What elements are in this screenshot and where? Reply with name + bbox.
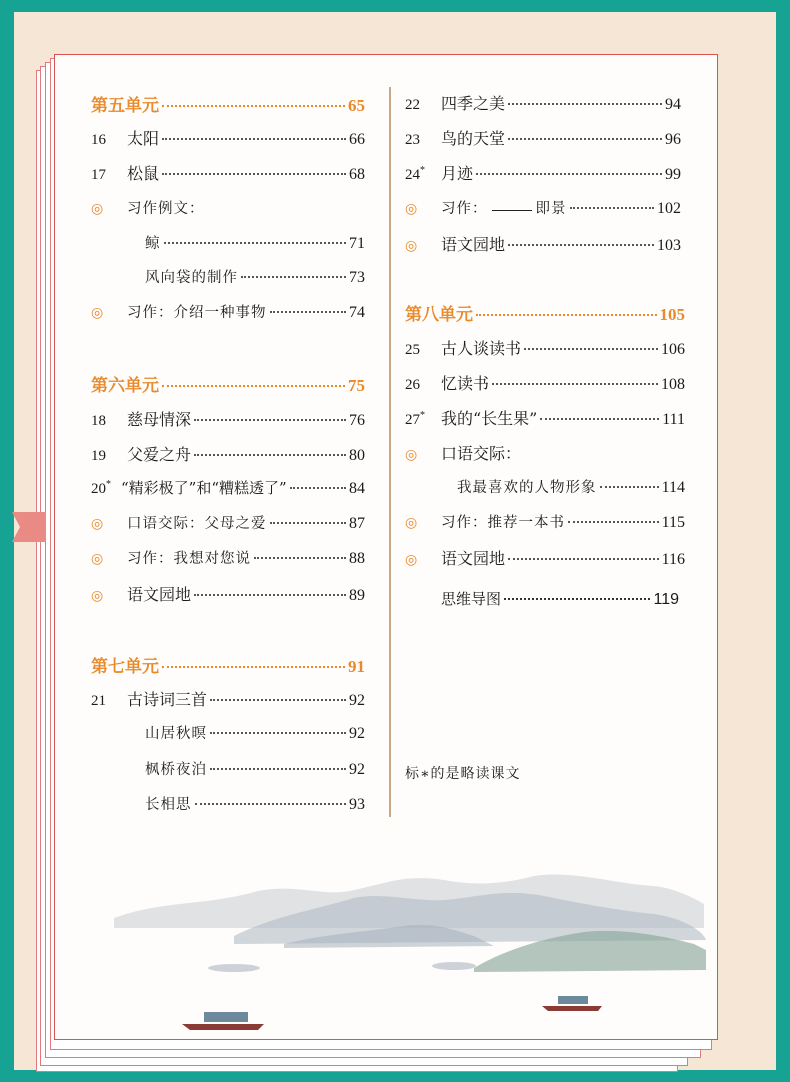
toc-section-xizuo-liwen[interactable] bbox=[91, 197, 365, 219]
item-title: 风向袋的制作 bbox=[145, 270, 238, 286]
section-title-suffix: 即景 bbox=[535, 201, 567, 217]
lesson-title: 鸟的天堂 bbox=[441, 129, 506, 148]
page-number: 73 bbox=[349, 269, 365, 286]
fill-in-blank bbox=[492, 210, 532, 211]
lesson-number-text: 27 bbox=[405, 412, 420, 428]
toc-lesson-22[interactable] bbox=[405, 91, 681, 113]
skim-reading-star: * bbox=[420, 165, 425, 176]
dot-leader bbox=[508, 558, 659, 560]
item-title: 鲸 bbox=[145, 236, 161, 252]
dot-leader bbox=[540, 418, 659, 420]
bullet-circle-icon: ◎ bbox=[405, 552, 418, 568]
unit-title: 第八单元 bbox=[405, 305, 473, 325]
bullet-circle-icon: ◎ bbox=[91, 516, 104, 532]
lesson-title: 忆读书 bbox=[441, 374, 490, 393]
page-number: 103 bbox=[657, 237, 681, 254]
dot-leader bbox=[270, 522, 347, 524]
toc-unit-5[interactable] bbox=[91, 91, 365, 116]
page-number: 76 bbox=[349, 412, 365, 429]
dot-leader bbox=[492, 383, 658, 385]
toc-section-xizuo-5[interactable] bbox=[91, 301, 365, 323]
page-number: 93 bbox=[349, 796, 365, 813]
toc-lesson-17[interactable] bbox=[91, 161, 365, 183]
page-number: 99 bbox=[665, 166, 681, 183]
dot-leader bbox=[162, 138, 346, 140]
toc-lesson-20[interactable] bbox=[91, 477, 365, 499]
lesson-number bbox=[405, 165, 441, 184]
lesson-number: 21 bbox=[91, 693, 106, 709]
dot-leader bbox=[254, 557, 346, 559]
toc-section-kouyu-8[interactable] bbox=[405, 441, 685, 463]
page-number: 74 bbox=[349, 304, 365, 321]
lesson-number bbox=[405, 410, 441, 429]
dot-leader bbox=[210, 732, 346, 734]
toc-lesson-16[interactable] bbox=[91, 126, 365, 148]
dot-leader bbox=[504, 598, 650, 600]
landscape-painting bbox=[54, 840, 718, 1040]
page-number: 96 bbox=[665, 131, 681, 148]
dot-leader bbox=[476, 173, 662, 175]
toc-poem-fengqiao[interactable] bbox=[145, 758, 365, 780]
section-title: 习作例文： bbox=[127, 201, 205, 217]
toc-poem-shanju[interactable] bbox=[145, 722, 365, 744]
boat-icon bbox=[542, 996, 602, 1011]
lesson-number: 17 bbox=[91, 167, 106, 183]
dot-leader bbox=[194, 594, 346, 596]
lesson-number: 22 bbox=[405, 97, 420, 113]
toc-lesson-27[interactable] bbox=[405, 406, 685, 428]
toc-item-fengxiangdai[interactable] bbox=[145, 266, 365, 288]
page-number: 68 bbox=[349, 166, 365, 183]
lesson-number bbox=[91, 479, 121, 498]
item-title: 我最喜欢的人物形象 bbox=[457, 480, 597, 496]
dot-leader bbox=[508, 138, 662, 140]
dot-leader bbox=[210, 699, 346, 701]
skim-reading-star: * bbox=[106, 479, 111, 490]
dot-leader bbox=[508, 103, 662, 105]
unit-title: 第六单元 bbox=[91, 376, 159, 396]
column-divider bbox=[389, 87, 391, 817]
bullet-circle-icon: ◎ bbox=[91, 588, 104, 604]
toc-section-yuwen-7[interactable] bbox=[405, 232, 681, 254]
toc-poem-changxiangsi[interactable] bbox=[145, 793, 365, 815]
toc-unit-7[interactable] bbox=[91, 652, 365, 677]
dot-leader bbox=[194, 454, 346, 456]
page-number: 102 bbox=[657, 200, 681, 217]
page-number: 88 bbox=[349, 550, 365, 567]
page-number: 75 bbox=[348, 376, 365, 395]
section-title: 习作：推荐一本书 bbox=[441, 515, 565, 531]
dot-leader bbox=[290, 487, 346, 489]
lesson-number-text: 20 bbox=[91, 481, 106, 497]
dot-leader bbox=[508, 244, 654, 246]
lesson-title: 月迹 bbox=[441, 164, 474, 183]
toc-lesson-24[interactable] bbox=[405, 161, 681, 183]
lesson-title: 古人谈读书 bbox=[441, 339, 522, 358]
section-title: 口语交际：父母之爱 bbox=[127, 516, 267, 532]
toc-unit-8[interactable] bbox=[405, 300, 685, 325]
dot-leader bbox=[194, 419, 346, 421]
dot-leader bbox=[210, 768, 346, 770]
dot-leader bbox=[164, 242, 347, 244]
section-title: 语文园地 bbox=[127, 585, 192, 604]
dot-leader bbox=[270, 311, 347, 313]
lesson-title: 慈母情深 bbox=[127, 410, 192, 429]
page-number: 92 bbox=[349, 725, 365, 742]
toc-section-xizuo-7[interactable] bbox=[405, 197, 681, 219]
dot-leader bbox=[524, 348, 658, 350]
page-number: 119 bbox=[653, 591, 679, 608]
dot-leader bbox=[476, 314, 657, 316]
section-title-prefix: 习作： bbox=[441, 201, 488, 217]
toc-lesson-21[interactable] bbox=[91, 687, 365, 709]
toc-unit-6[interactable] bbox=[91, 371, 365, 396]
bullet-circle-icon: ◎ bbox=[405, 447, 418, 463]
lesson-title: 我的“长生果” bbox=[441, 409, 538, 428]
page-number: 111 bbox=[662, 411, 685, 428]
page-number: 116 bbox=[661, 551, 685, 568]
page-number: 92 bbox=[349, 761, 365, 778]
bullet-circle-icon: ◎ bbox=[91, 551, 104, 567]
page-number: 87 bbox=[349, 515, 365, 532]
dot-leader bbox=[162, 385, 345, 387]
page-number: 80 bbox=[349, 447, 365, 464]
page-number: 66 bbox=[349, 131, 365, 148]
page-number: 108 bbox=[661, 376, 685, 393]
toc-lesson-26[interactable] bbox=[405, 371, 685, 393]
poem-title: 长相思 bbox=[145, 797, 192, 813]
page-number: 71 bbox=[349, 235, 365, 252]
toc-section-yuwen-6[interactable] bbox=[91, 582, 365, 604]
dot-leader bbox=[241, 276, 346, 278]
lesson-number: 23 bbox=[405, 132, 420, 148]
lesson-number: 19 bbox=[91, 448, 106, 464]
page-number: 91 bbox=[348, 657, 365, 676]
toc-lesson-25[interactable] bbox=[405, 336, 685, 358]
boat-icon bbox=[182, 1012, 264, 1030]
page-number: 114 bbox=[661, 479, 685, 496]
lesson-title: 松鼠 bbox=[127, 164, 160, 183]
page-number: 89 bbox=[349, 587, 365, 604]
lesson-number: 18 bbox=[91, 413, 106, 429]
bullet-circle-icon: ◎ bbox=[405, 238, 418, 254]
unit-title: 第五单元 bbox=[91, 96, 159, 116]
bullet-circle-icon: ◎ bbox=[91, 305, 104, 321]
dot-leader bbox=[600, 486, 659, 488]
dot-leader bbox=[162, 666, 345, 668]
dot-leader bbox=[195, 803, 347, 805]
lesson-number: 16 bbox=[91, 132, 106, 148]
toc-section-xizuo-6[interactable] bbox=[91, 547, 365, 569]
toc-item-siwei[interactable] bbox=[441, 588, 679, 610]
section-title: 语文园地 bbox=[441, 235, 506, 254]
toc-item-renwu[interactable] bbox=[457, 476, 685, 498]
section-title: 语文园地 bbox=[441, 549, 506, 568]
toc-lesson-23[interactable] bbox=[405, 126, 681, 148]
page-number: 65 bbox=[348, 96, 365, 115]
toc-section-xizuo-8[interactable] bbox=[405, 511, 685, 533]
skim-reading-star: * bbox=[420, 410, 425, 421]
lesson-title: 太阳 bbox=[127, 129, 160, 148]
unit-title: 第七单元 bbox=[91, 657, 159, 677]
section-title: 习作：介绍一种事物 bbox=[127, 305, 267, 321]
poem-title: 山居秋暝 bbox=[145, 726, 207, 742]
lesson-title: 四季之美 bbox=[441, 94, 506, 113]
toc-section-yuwen-8[interactable] bbox=[405, 546, 685, 568]
page-number: 92 bbox=[349, 692, 365, 709]
dot-leader bbox=[162, 105, 345, 107]
lesson-title: 古诗词三首 bbox=[127, 690, 208, 709]
page-number: 106 bbox=[661, 341, 685, 358]
dot-leader bbox=[570, 207, 655, 209]
lesson-number: 25 bbox=[405, 342, 420, 358]
page-number: 84 bbox=[349, 480, 365, 497]
lesson-number: 26 bbox=[405, 377, 420, 393]
page-number: 94 bbox=[665, 96, 681, 113]
page-number: 105 bbox=[659, 305, 685, 324]
lesson-title: “精彩极了”和“糟糕透了” bbox=[121, 479, 287, 497]
dot-leader bbox=[568, 521, 659, 523]
lesson-title: 父爱之舟 bbox=[127, 445, 192, 464]
bullet-circle-icon: ◎ bbox=[405, 515, 418, 531]
poem-title: 枫桥夜泊 bbox=[145, 762, 207, 778]
bullet-circle-icon: ◎ bbox=[91, 201, 104, 217]
toc-section-kouyu-6[interactable] bbox=[91, 512, 365, 534]
section-title bbox=[441, 197, 567, 218]
section-title: 习作：我想对您说 bbox=[127, 551, 251, 567]
bullet-circle-icon: ◎ bbox=[405, 201, 418, 217]
section-title: 口语交际： bbox=[441, 444, 522, 463]
dot-leader bbox=[162, 173, 346, 175]
skim-reading-note: 标∗的是略读课文 bbox=[405, 766, 521, 782]
page-number: 115 bbox=[661, 514, 685, 531]
bookmark-ribbon-icon bbox=[12, 512, 46, 542]
toc-lesson-19[interactable] bbox=[91, 442, 365, 464]
item-title: 思维导图 bbox=[441, 590, 502, 608]
toc-lesson-18[interactable] bbox=[91, 407, 365, 429]
toc-item-jing[interactable] bbox=[145, 232, 365, 254]
lesson-number-text: 24 bbox=[405, 167, 420, 183]
